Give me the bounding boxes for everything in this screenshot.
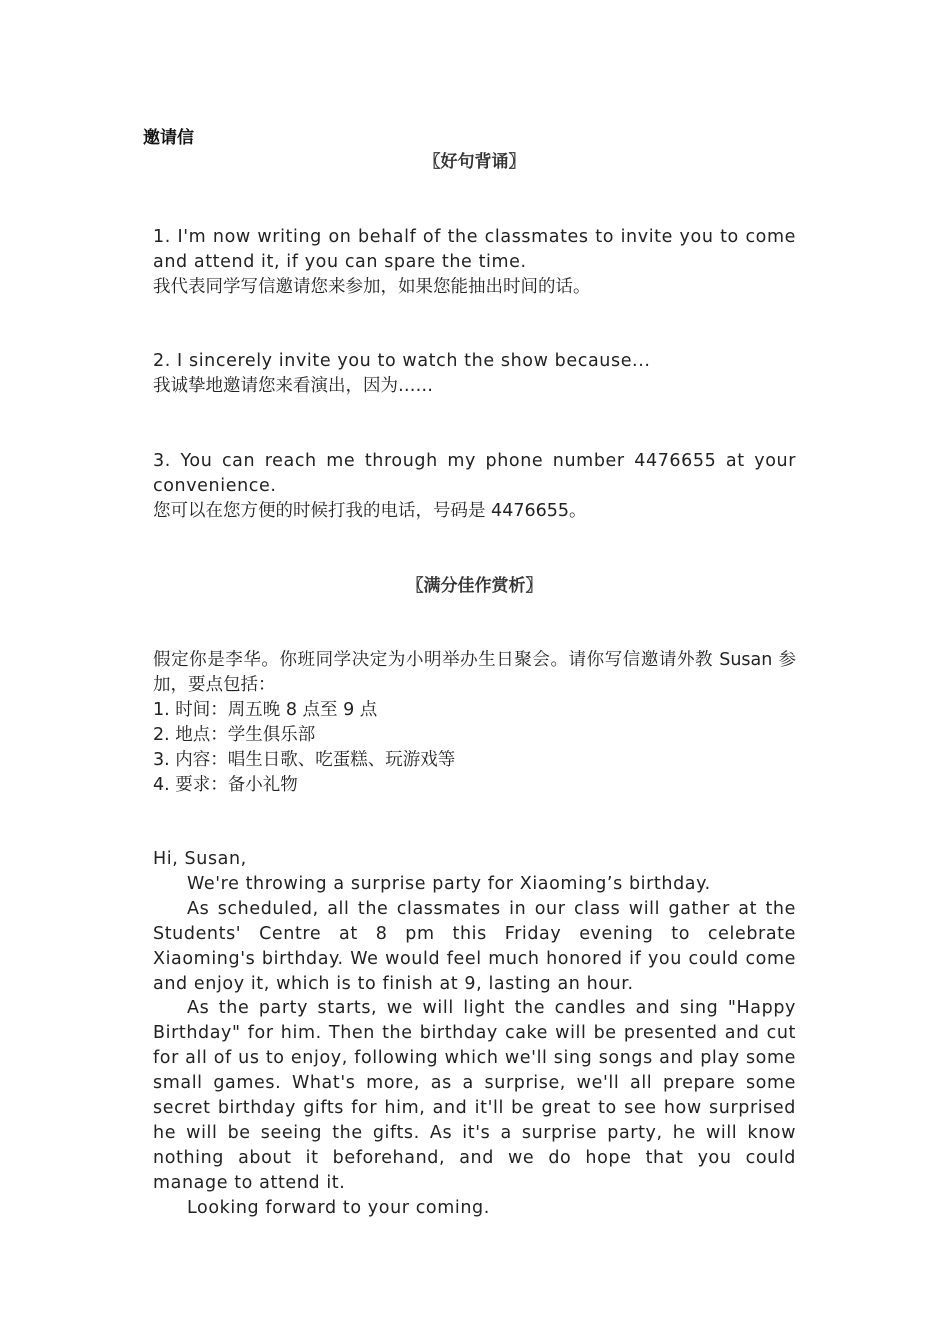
sentence-item-3 (153, 449, 796, 524)
model-letter (153, 847, 796, 1221)
letter-closing: Looking forward to your coming. (187, 1197, 490, 1218)
letter-paragraph-2: As scheduled, all the classmates in our class will gather at the Students' Centre at 8 pm this Friday evening to celebrate Xiaoming's birthday. We would feel much honored if you could come and enjoy it, which is to finish at 9, lasting an hour. (153, 898, 796, 994)
letter-paragraph-3: As the party starts, we will light the candles and sing "Happy Birthday" for him. Then the birthday cake will be presented and cut for all of us to enjoy, following which we'll sing songs and play some small games. What's more, as a surprise, we'll all prepare some secret birthday gifts for him, and it'll be great to see how surprised he will be seeing the gifts. As it's a surprise party, he will know nothing about it beforehand, and we do hope that you could manage to attend it. (153, 998, 796, 1193)
sentence-cn-2: 我诚挚地邀请您来看演出，因为…… (153, 375, 433, 396)
sentence-item-2 (153, 349, 796, 399)
model-essay-heading: 〖满分佳作赏析〗 (406, 576, 543, 596)
sentence-en-3: 3. You can reach me through my phone number 4476655 at your convenience. (153, 451, 796, 496)
prompt-point-4: 4. 要求：备小礼物 (153, 774, 298, 795)
sentence-en-2: 2. I sincerely invite you to watch the show because... (153, 351, 651, 371)
sentence-en-1: 1. I'm now writing on behalf of the classmates to invite you to come and attend it, if you can spare the time. (153, 227, 796, 272)
letter-paragraph-1: We're throwing a surprise party for Xiaoming’s birthday. (187, 873, 711, 894)
prompt-intro: 假定你是李华。你班同学决定为小明举办生日聚会。请你写信邀请外教 Susan 参加，要点包括： (153, 650, 796, 695)
letter-greeting: Hi, Susan, (153, 849, 247, 869)
sentence-item-1 (153, 225, 796, 300)
prompt-point-3: 3. 内容：唱生日歌、吃蛋糕、玩游戏等 (153, 749, 456, 770)
sentence-cn-3: 您可以在您方便的时候打我的电话，号码是 4476655。 (153, 500, 587, 521)
essay-prompt (153, 648, 796, 797)
prompt-point-1: 1. 时间：周五晚 8 点至 9 点 (153, 699, 378, 720)
good-sentences-heading: 〖好句背诵〗 (423, 152, 526, 172)
prompt-point-2: 2. 地点：学生俱乐部 (153, 724, 316, 745)
document-title: 邀请信 (143, 128, 194, 148)
sentence-cn-1: 我代表同学写信邀请您来参加，如果您能抽出时间的话。 (153, 276, 591, 297)
